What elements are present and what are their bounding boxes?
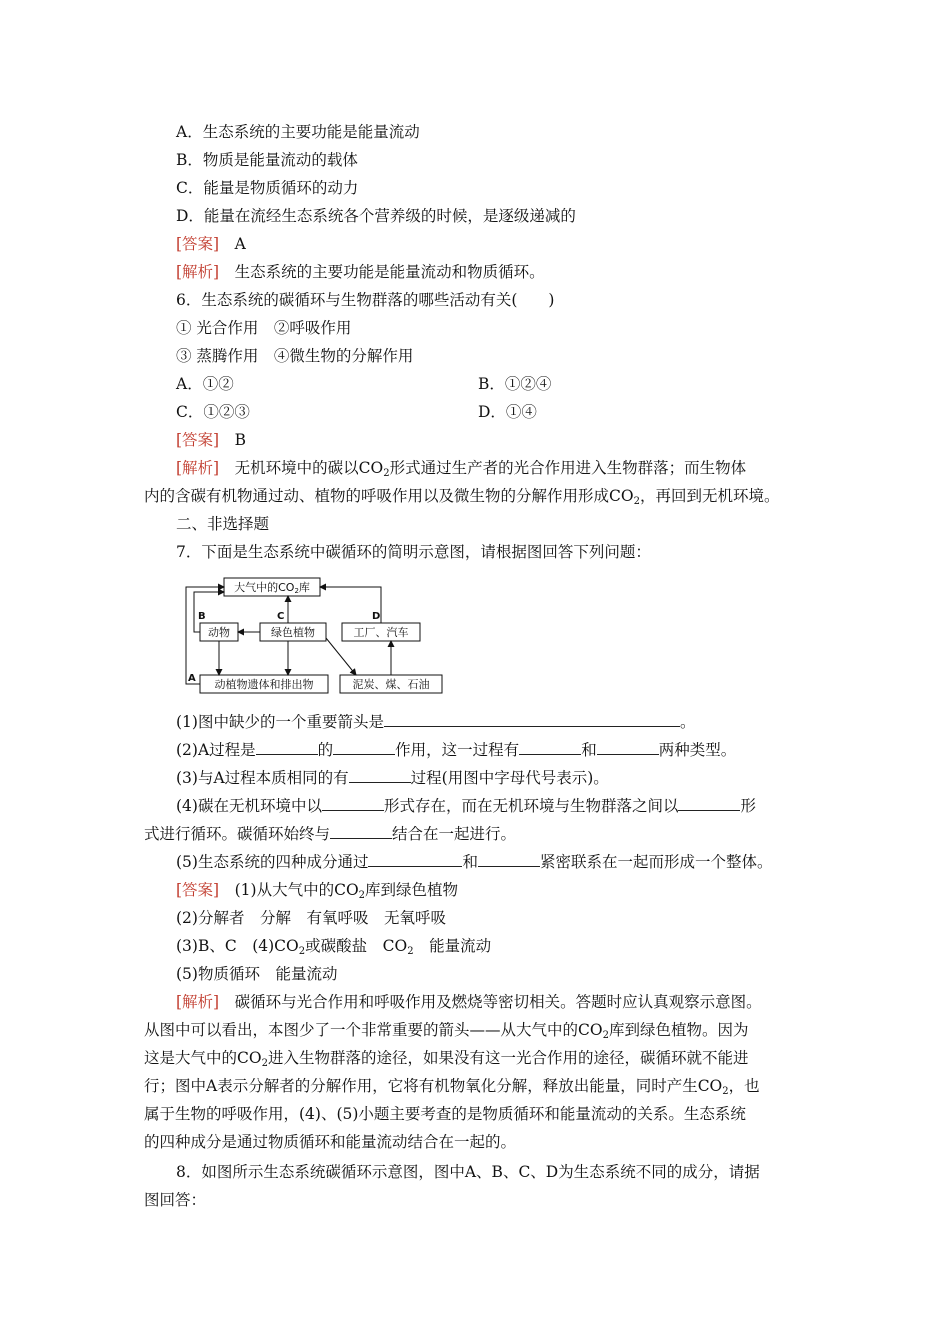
answer-value: B bbox=[234, 431, 247, 449]
answer-blank bbox=[256, 740, 318, 755]
q5-option-c: C．能量是物质循环的动力 bbox=[176, 179, 359, 197]
answer-blank bbox=[384, 712, 680, 727]
answer-blank bbox=[349, 768, 411, 783]
q7-part-5 bbox=[176, 852, 773, 872]
q7-part-3 bbox=[176, 768, 609, 788]
part-text: (3)与A过程本质相同的有 bbox=[176, 769, 349, 787]
analysis-text: 行；图中A表示分解者的分解作用，它将有机物氧化分解，释放出能量，同时产生CO bbox=[144, 1077, 723, 1095]
subscript: 2 bbox=[358, 890, 366, 901]
q7-answer-line-3 bbox=[176, 936, 491, 956]
analysis-text: ，再回到无机环境。 bbox=[639, 487, 780, 505]
plants-label: 绿色植物 bbox=[271, 626, 315, 639]
part-text: 过程(用图中字母代号表示)。 bbox=[410, 769, 609, 787]
analysis-tag: [解析] bbox=[176, 263, 220, 281]
label-b: B bbox=[198, 611, 206, 622]
answer-value: A bbox=[234, 235, 246, 253]
part-text: (4)碳在无机环境中以 bbox=[176, 797, 322, 815]
answer-text: (3)B、C (4)CO bbox=[176, 937, 299, 955]
q6-option-c: C．①②③ bbox=[176, 403, 250, 421]
fossil-label: 泥炭、煤、石油 bbox=[352, 678, 430, 691]
q6-items-2: ③ 蒸腾作用 ④微生物的分解作用 bbox=[176, 347, 414, 365]
remains-label: 动植物遗体和排出物 bbox=[214, 678, 314, 691]
q5-option-b: B．物质是能量流动的载体 bbox=[176, 151, 358, 169]
answer-blank bbox=[478, 852, 540, 867]
answer-blank bbox=[322, 796, 384, 811]
q8-stem-line-2: 图回答： bbox=[144, 1191, 207, 1209]
analysis-text: 形式通过生产者的光合作用进入生物群落；而生物体 bbox=[389, 459, 747, 477]
answer-blank bbox=[678, 796, 740, 811]
analysis-tag: [解析] bbox=[176, 993, 220, 1011]
q8-stem-line-1: 8．如图所示生态系统碳循环示意图，图中A、B、C、D为生态系统不同的成分，请据 bbox=[176, 1163, 760, 1181]
q7-analysis-line-1 bbox=[176, 992, 762, 1012]
carbon-cycle-diagram bbox=[180, 572, 450, 700]
q5-option-a: A．生态系统的主要功能是能量流动 bbox=[176, 123, 420, 141]
q7-part-2 bbox=[176, 740, 736, 760]
subscript: 2 bbox=[602, 1030, 609, 1041]
answer-blank bbox=[330, 824, 392, 839]
analysis-text: ，也 bbox=[728, 1077, 760, 1095]
q7-answer-line-4: (5)物质循环 能量流动 bbox=[176, 965, 338, 983]
analysis-text: 这是大气中的CO bbox=[144, 1049, 262, 1067]
q6-answer bbox=[176, 430, 246, 450]
subscript: 2 bbox=[633, 496, 640, 507]
part-text: 紧密联系在一起而形成一个整体。 bbox=[539, 853, 773, 871]
q6-items-1: ① 光合作用 ②呼吸作用 bbox=[176, 319, 352, 337]
analysis-tag: [解析] bbox=[176, 459, 220, 477]
label-a: A bbox=[188, 673, 196, 684]
subscript: 2 bbox=[383, 468, 390, 479]
section-title: 二、非选择题 bbox=[176, 515, 270, 533]
answer-tag: [答案] bbox=[176, 431, 220, 449]
part-text: (1)图中缺少的一个重要箭头是 bbox=[176, 713, 384, 731]
part-text: 式进行循环。碳循环始终与 bbox=[144, 825, 331, 843]
q5-answer bbox=[176, 234, 246, 254]
q6-stem: 6．生态系统的碳循环与生物群落的哪些活动有关( ) bbox=[176, 291, 555, 309]
part-text: 和 bbox=[462, 853, 478, 871]
q5-analysis bbox=[176, 262, 545, 282]
factory-label: 工厂、汽车 bbox=[353, 626, 409, 639]
label-d: D bbox=[372, 611, 381, 622]
answer-text: (1)从大气中的CO bbox=[234, 881, 359, 899]
part-text: 结合在一起进行。 bbox=[392, 825, 517, 843]
q7-answer-line-2: (2)分解者 分解 有氧呼吸 无氧呼吸 bbox=[176, 909, 446, 927]
q7-part-1 bbox=[176, 712, 695, 732]
answer-tag: [答案] bbox=[176, 881, 220, 899]
analysis-text: 进入生物群落的途径，如果没有这一光合作用的途径，碳循环就不能进 bbox=[267, 1049, 749, 1067]
analysis-text: 从图中可以看出，本图少了一个非常重要的箭头——从大气中的CO bbox=[144, 1021, 603, 1039]
q7-part-4-line-2 bbox=[144, 824, 516, 844]
q5-option-d: D．能量在流经生态系统各个营养级的时候，是逐级递减的 bbox=[176, 207, 576, 225]
q7-analysis-line-2 bbox=[144, 1020, 748, 1040]
q6-option-b: B．①②④ bbox=[478, 375, 552, 393]
subscript: 2 bbox=[298, 946, 306, 957]
analysis-text: 生态系统的主要功能是能量流动和物质循环。 bbox=[234, 263, 545, 281]
analysis-text: 库到绿色植物。因为 bbox=[608, 1021, 749, 1039]
animals-label: 动物 bbox=[208, 626, 230, 639]
q6-option-a: A．①② bbox=[176, 375, 234, 393]
q6-analysis-line-2 bbox=[144, 486, 779, 506]
q6-analysis-line-1 bbox=[176, 458, 746, 478]
analysis-text: 无机环境中的碳以CO bbox=[234, 459, 384, 477]
q7-part-4-line-1 bbox=[176, 796, 756, 816]
answer-text: 或碳酸盐 CO bbox=[305, 937, 408, 955]
answer-blank bbox=[368, 852, 462, 867]
q7-analysis-line-5: 属于生物的呼吸作用，(4)、(5)小题主要考查的是物质循环和能量流动的关系。生态系统 bbox=[144, 1105, 746, 1123]
part-text: 两种类型。 bbox=[658, 741, 737, 759]
part-text: (5)生态系统的四种成分通过 bbox=[176, 853, 369, 871]
q7-analysis-line-3 bbox=[144, 1048, 748, 1068]
label-c: C bbox=[277, 611, 285, 622]
arrow-plants-fossil bbox=[326, 638, 356, 675]
q7-stem: 7．下面是生态系统中碳循环的简明示意图，请根据图回答下列问题： bbox=[176, 543, 651, 561]
part-text: 形式存在，而在无机环境与生物群落之间以 bbox=[383, 797, 679, 815]
part-text: 。 bbox=[679, 713, 696, 731]
answer-blank bbox=[333, 740, 395, 755]
analysis-text: 碳循环与光合作用和呼吸作用及燃烧等密切相关。答题时应认真观察示意图。 bbox=[234, 993, 762, 1011]
q7-analysis-line-4 bbox=[144, 1076, 760, 1096]
part-text: 的 bbox=[317, 741, 334, 759]
answer-tag: [答案] bbox=[176, 235, 220, 253]
part-text: 和 bbox=[581, 741, 597, 759]
q6-option-d: D．①④ bbox=[478, 403, 537, 421]
answer-text: 库到绿色植物 bbox=[365, 881, 459, 899]
part-text: (2)A过程是 bbox=[176, 741, 256, 759]
analysis-text: 内的含碳有机物通过动、植物的呼吸作用以及微生物的分解作用形成CO bbox=[144, 487, 634, 505]
answer-blank bbox=[597, 740, 659, 755]
carbon-cycle-svg bbox=[180, 572, 450, 700]
atmosphere-label: 大气中的CO2库 bbox=[234, 581, 310, 595]
q7-analysis-line-6: 的四种成分是通过物质循环和能量流动结合在一起的。 bbox=[144, 1133, 517, 1151]
answer-blank bbox=[519, 740, 581, 755]
part-text: 作用，这一过程有 bbox=[395, 741, 520, 759]
q7-answer-line-1 bbox=[176, 880, 458, 900]
answer-text: 能量流动 bbox=[413, 937, 492, 955]
part-text: 形 bbox=[740, 797, 756, 815]
subscript: 2 bbox=[261, 1058, 268, 1069]
subscript: 2 bbox=[722, 1086, 729, 1097]
subscript: 2 bbox=[407, 946, 414, 957]
